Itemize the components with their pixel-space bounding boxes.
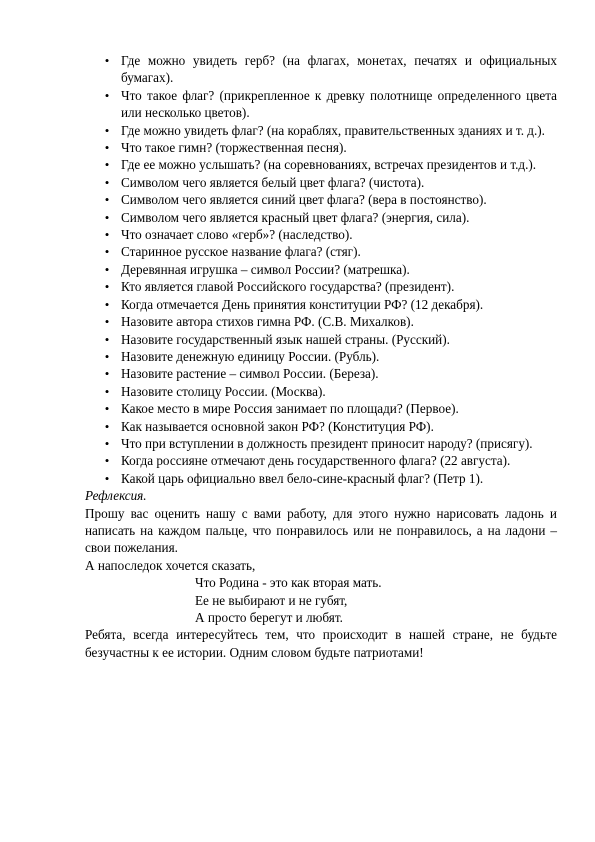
final-paragraph: Ребята, всегда интересуйтесь тем, что происходит в нашей стране, не будьте безучастны к ее истории. Одним словом будьте патриотами! [85,627,557,660]
question-text: Какое место в мире Россия занимает по площади? (Первое). [121,401,459,417]
list-item [85,383,557,400]
list-item [85,313,557,330]
closing-intro: А напоследок хочется сказать, [85,557,256,573]
bullet-icon: • [104,279,110,295]
question-text: Что такое флаг? (прикрепленное к древку полотнище определенного цвета или несколько цветов). [121,87,557,121]
question-text: Старинное русское название флага? (стяг). [121,244,361,260]
list-item [85,191,557,208]
question-text: Что такое гимн? (торжественная песня). [121,140,347,156]
list-item [85,418,557,435]
bullet-icon: • [104,366,110,382]
question-text: Назовите денежную единицу России. (Рубль). [121,348,380,364]
list-item [85,278,557,295]
question-text: Где можно увидеть герб? (на флагах, монетах, печатях и официальных бумагах). [121,53,557,86]
list-item [85,226,557,243]
bullet-icon: • [104,383,110,399]
list-item [85,331,557,348]
question-text: Назовите государственный язык нашей страны. (Русский). [121,331,450,347]
question-text: Символом чего является синий цвет флага? (вера в постоянство). [121,192,487,208]
bullet-icon: • [104,314,110,330]
question-text: Деревянная игрушка – символ России? (матрешка). [121,261,410,277]
list-item [85,122,557,139]
question-text: Когда россияне отмечают день государственного флага? (22 августа). [121,453,511,469]
bullet-icon: • [104,53,110,68]
bullet-icon: • [104,453,110,469]
question-text: Что означает слово «герб»? (наследство). [121,227,353,243]
questions-list [85,52,557,487]
list-item [85,139,557,156]
bullet-icon: • [104,157,110,173]
question-text: Кто является главой Российского государства? (президент). [121,279,455,295]
question-text: Символом чего является красный цвет флага? (энергия, сила). [121,209,470,225]
question-text: Как называется основной закон РФ? (Конституция РФ). [121,418,434,434]
bullet-icon: • [104,261,110,277]
reflection-paragraph: Прошу вас оценить нашу с вами работу, для этого нужно нарисовать ладонь и написать на каждом пальце, что понравилось или не понравилось, а на ладони – свои пожелания. [85,505,557,556]
question-text: Назовите автора стихов гимна РФ. (С.В. Михалков). [121,314,414,330]
list-item [85,348,557,365]
question-text: Что при вступлении в должность президент приносит народу? (присягу). [121,435,533,451]
bullet-icon: • [104,331,110,347]
bullet-icon: • [104,401,110,417]
list-item [85,209,557,226]
bullet-icon: • [104,87,110,103]
verse-line: Ее не выбирают и не губят, [195,592,348,608]
bullet-icon: • [104,140,110,156]
list-item [85,365,557,382]
list-item [85,87,557,122]
bullet-icon: • [104,192,110,208]
list-item [85,452,557,469]
question-text: Когда отмечается День принятия конституции РФ? (12 декабря). [121,296,484,312]
list-item [85,243,557,260]
list-item [85,435,557,452]
page-content [85,52,557,661]
verse-line: Что Родина - это как вторая мать. [195,575,382,591]
list-item [85,296,557,313]
question-text: Какой царь официально ввел бело-сине-красный флаг? (Петр 1). [121,470,484,486]
question-text: Где можно увидеть флаг? (на кораблях, правительственных зданиях и т. д.). [121,122,545,138]
reflection-heading: Рефлексия. [85,488,147,504]
bullet-icon: • [104,227,110,243]
question-text: Назовите растение – символ России. (Береза). [121,366,379,382]
bullet-icon: • [104,296,110,312]
verse-line: А просто берегут и любят. [195,610,343,625]
bullet-icon: • [104,122,110,138]
list-item [85,52,557,87]
bullet-icon: • [104,174,110,190]
list-item [85,261,557,278]
list-item [85,470,557,487]
list-item [85,174,557,191]
list-item [85,156,557,173]
question-text: Где ее можно услышать? (на соревнованиях, встречах президентов и т.д.). [121,157,537,173]
bullet-icon: • [104,418,110,434]
bullet-icon: • [104,348,110,364]
bullet-icon: • [104,435,110,451]
bullet-icon: • [104,209,110,225]
question-text: Назовите столицу России. (Москва). [121,383,326,399]
bullet-icon: • [104,470,110,486]
question-text: Символом чего является белый цвет флага? (чистота). [121,174,425,190]
bullet-icon: • [104,244,110,260]
list-item [85,400,557,417]
